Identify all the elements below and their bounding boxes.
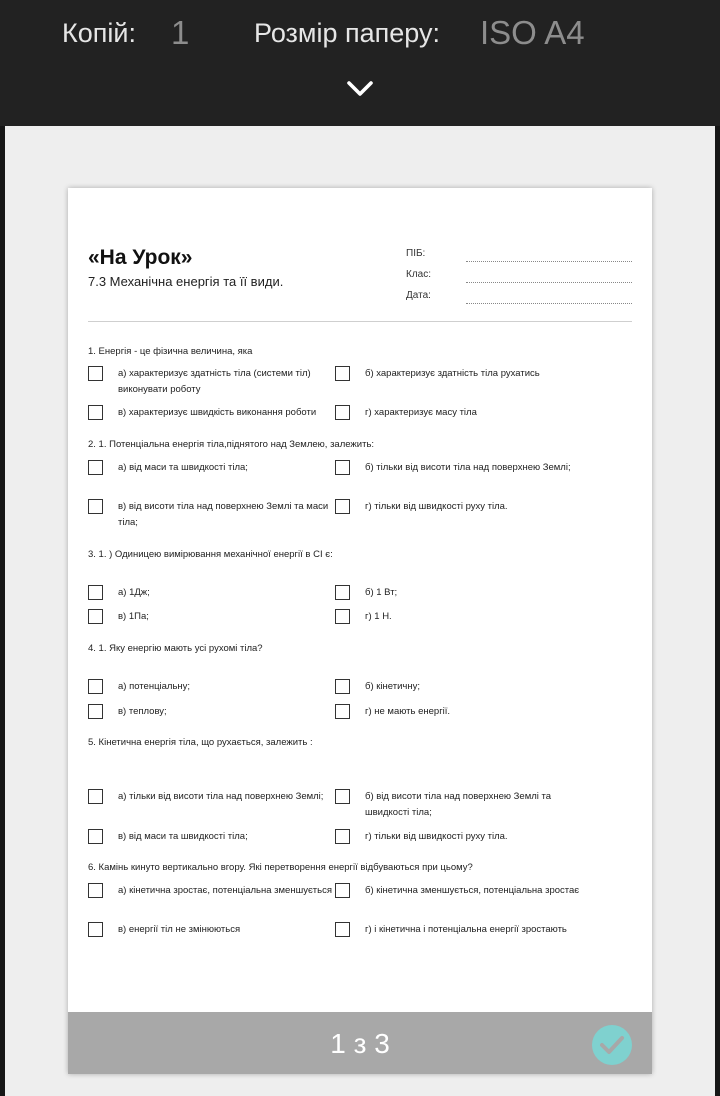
option-4d: г) не мають енергії. <box>335 704 583 720</box>
checkbox-icon <box>88 609 103 624</box>
option-1b: б) характеризує здатність тіла рухатись <box>335 366 583 382</box>
option-6b: б) кінетична зменшується, потенціальна зростає <box>335 883 583 899</box>
checkbox-icon <box>88 405 103 420</box>
checkbox-icon <box>88 883 103 898</box>
option-6c: в) енергії тіл не змінюються <box>88 922 336 938</box>
checkbox-icon <box>335 679 350 694</box>
checkbox-icon <box>88 585 103 600</box>
option-6a: а) кінетична зростає, потенціальна зменшується <box>88 883 336 899</box>
field-line-class <box>466 282 632 283</box>
option-4c: в) теплову; <box>88 704 336 720</box>
option-2c: в) від висоти тіла над поверхнею Землі та маси тіла; <box>88 499 336 530</box>
checkbox-icon <box>335 366 350 381</box>
checkbox-icon <box>335 829 350 844</box>
option-3b: б) 1 Вт; <box>335 585 583 601</box>
option-1a: а) характеризує здатність тіла (системи тіл) виконувати роботу <box>88 366 336 397</box>
option-2a: а) від маси та швидкості тіла; <box>88 460 336 476</box>
field-label-date: Дата: <box>406 290 431 301</box>
question-5: 5. Кінетична енергія тіла, що рухається, залежить : <box>88 737 313 748</box>
checkbox-icon <box>88 499 103 514</box>
question-6: 6. Камінь кинуто вертикально вгору. Які перетворення енергії відбуваються при цьому? <box>88 862 473 873</box>
checkbox-icon <box>88 679 103 694</box>
page-preview[interactable] <box>68 188 652 1074</box>
chevron-down-icon[interactable] <box>344 74 376 104</box>
paper-size-value[interactable]: ISO A4 <box>480 14 585 51</box>
option-2b: б) тільки від висоти тіла над поверхнею Землі; <box>335 460 583 476</box>
checkbox-icon <box>335 405 350 420</box>
document-title: «На Урок» <box>88 246 193 269</box>
checkbox-icon <box>335 883 350 898</box>
option-3c: в) 1Па; <box>88 609 336 625</box>
option-4a: а) потенціальну; <box>88 679 336 695</box>
option-3a: а) 1Дж; <box>88 585 336 601</box>
checkbox-icon <box>335 609 350 624</box>
print-options-bar <box>0 0 720 126</box>
field-label-name: ПІБ: <box>406 248 426 259</box>
option-1c: в) характеризує швидкість виконання роботи <box>88 405 336 421</box>
document-subtitle: 7.3 Механічна енергія та її види. <box>88 274 284 289</box>
copies-value[interactable]: 1 <box>171 14 190 51</box>
option-5b: б) від висоти тіла над поверхнею Землі та швидкості тіла; <box>335 789 583 820</box>
checkbox-icon <box>88 366 103 381</box>
checkbox-icon <box>88 789 103 804</box>
field-line-name <box>466 261 632 262</box>
field-line-date <box>466 303 632 304</box>
question-4: 4. 1. Яку енергію мають усі рухомі тіла? <box>88 643 263 654</box>
option-5d: г) тільки від швидкості руху тіла. <box>335 829 583 845</box>
check-circle-icon[interactable] <box>591 1024 633 1066</box>
option-2d: г) тільки від швидкості руху тіла. <box>335 499 583 515</box>
checkbox-icon <box>88 829 103 844</box>
option-6d: г) і кінетична і потенціальна енергії зростають <box>335 922 583 938</box>
question-3: 3. 1. ) Одиницею вимірювання механічної енергії в СІ є: <box>88 549 333 560</box>
option-1d: г) характеризує масу тіла <box>335 405 583 421</box>
checkbox-icon <box>88 460 103 475</box>
option-5a: а) тільки від висоти тіла над поверхнею Землі; <box>88 789 336 805</box>
option-4b: б) кінетичну; <box>335 679 583 695</box>
header-divider <box>88 321 632 322</box>
checkbox-icon <box>335 499 350 514</box>
checkbox-icon <box>335 460 350 475</box>
checkbox-icon <box>335 789 350 804</box>
option-5c: в) від маси та швидкості тіла; <box>88 829 336 845</box>
checkbox-icon <box>88 704 103 719</box>
question-1: 1. Енергія - це фізична величина, яка <box>88 346 253 357</box>
page-indicator-bar <box>68 1012 652 1074</box>
checkbox-icon <box>88 922 103 937</box>
field-label-class: Клас: <box>406 269 431 280</box>
paper-size-label: Розмір паперу: <box>254 18 440 48</box>
checkbox-icon <box>335 704 350 719</box>
page-counter: 1 з 3 <box>330 1028 390 1059</box>
checkbox-icon <box>335 922 350 937</box>
option-3d: г) 1 Н. <box>335 609 583 625</box>
copies-label: Копій: <box>62 18 136 48</box>
question-2: 2. 1. Потенціальна енергія тіла,піднятого над Землею, залежить: <box>88 439 375 450</box>
checkbox-icon <box>335 585 350 600</box>
